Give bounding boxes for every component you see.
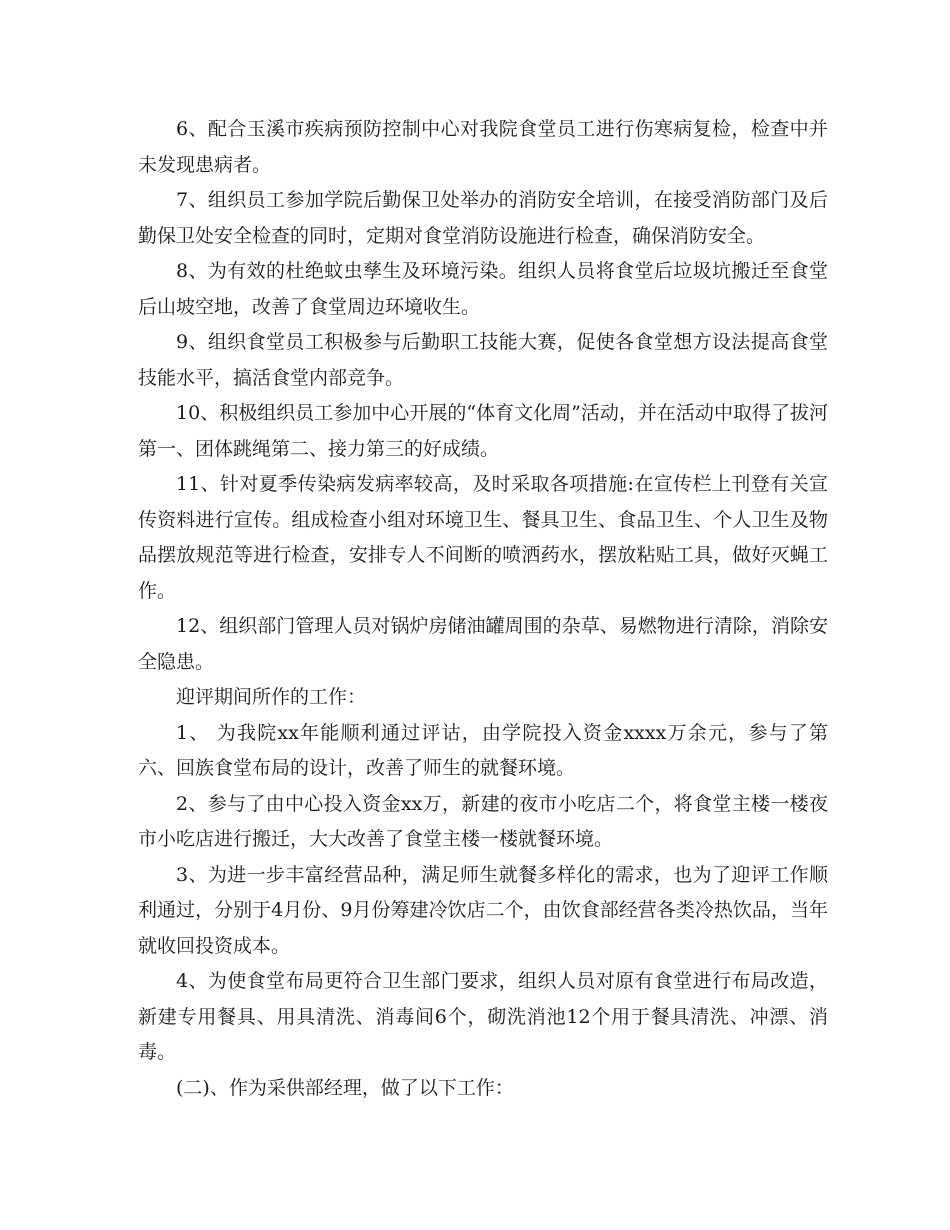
evaluation-item-4: 4、为使食堂布局更符合卫生部门要求，组织人员对原有食堂进行布局改造，新建专用餐具、用具清洗、消毒间6个，砌洗消池12个用于餐具清洗、冲漂、消毒。 [138,970,828,1063]
paragraph-item-8: 8、为有效的杜绝蚊虫孳生及环境污染。组织人员将食堂后垃圾坑搬迁至食堂后山坡空地，改善了食堂周边环境收生。 [138,260,828,318]
document-body [138,112,828,1106]
paragraph-item-10: 10、积极组织员工参加中心开展的“体育文化周”活动，并在活动中取得了拔河第一、团体跳绳第二、接力第三的好成绩。 [138,402,828,460]
paragraph-item-7: 7、组织员工参加学院后勤保卫处举办的消防安全培训，在接受消防部门及后勤保卫处安全检查的同时，定期对食堂消防设施进行检查，确保消防安全。 [138,189,828,247]
section-heading-evaluation: 迎评期间所作的工作： [176,686,367,708]
paragraph-item-9: 9、组织食堂员工积极参与后勤职工技能大赛，促使各食堂想方设法提高食堂技能水平，搞活食堂内部竞争。 [138,331,828,389]
evaluation-item-1: 1、 为我院xx年能顺利通过评诂，由学院投入资金xxxx万余元，参与了第六、回族食堂布局的设计，改善了师生的就餐环境。 [138,721,828,779]
evaluation-item-2: 2、参与了由中心投入资金xx万，新建的夜市小吃店二个，将食堂主楼一楼夜市小吃店进行搬迁，大大改善了食堂主楼一楼就餐环境。 [138,792,828,850]
evaluation-item-3: 3、为进一步丰富经营品种，满足师生就餐多样化的需求，也为了迎评工作顺利通过，分别于4月份、9月份筹建冷饮店二个，由饮食部经营各类冷热饮品，当年就收回投资成本。 [138,863,828,957]
section-heading-procurement: (二)、作为采供部经理，做了以下工作： [176,1076,514,1099]
paragraph-item-6: 6、配合玉溪市疾病预防控制中心对我院食堂员工进行伤寒病复检，检查中并未发现患病者。 [138,118,828,176]
paragraph-item-12: 12、组织部门管理人员对锅炉房储油罐周围的杂草、易燃物进行清除，消除安全隐患。 [138,615,828,673]
paragraph-item-11: 11、针对夏季传染病发病率较高，及时采取各项措施:在宣传栏上刊登有关宣传资料进行宣传。组成检查小组对环境卫生、餐具卫生、食品卫生、个人卫生及物品摆放规范等进行检查，安排专人不间断的喷洒药水，摆放粘贴工具，做好灭蝇工作。 [138,473,828,602]
